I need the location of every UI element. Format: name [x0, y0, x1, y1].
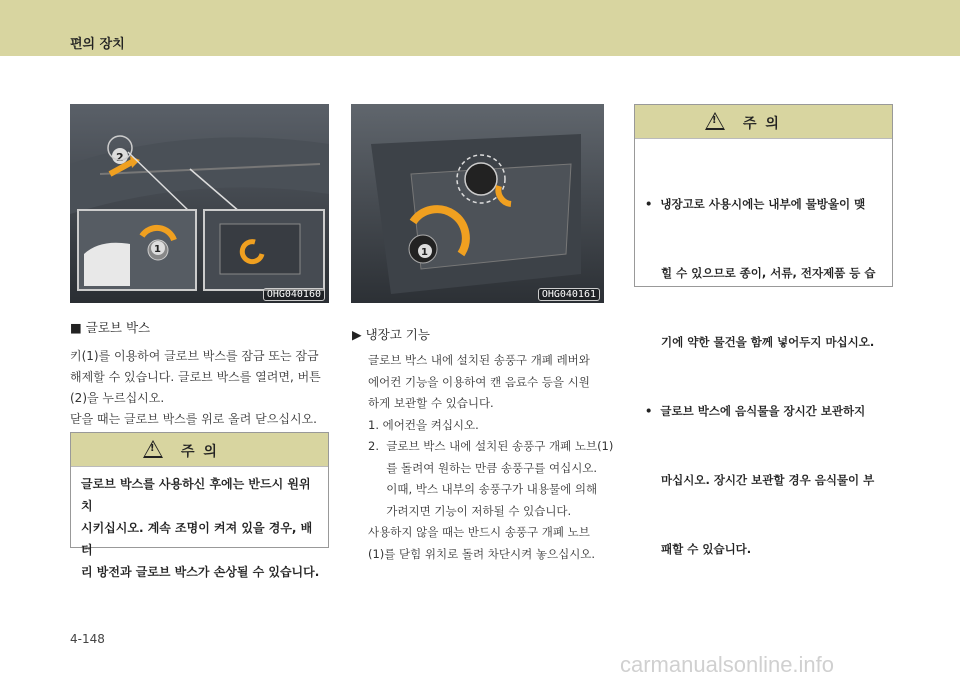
marker-2-label: 2	[116, 151, 124, 164]
glove-box-heading: ■ 글로브 박스	[70, 320, 151, 335]
glove-box-photo-1	[70, 104, 329, 303]
photo-code-2: OHG040161	[538, 288, 600, 301]
text-line: 글로브 박스 내에 설치된 송풍구 개폐 레버와	[368, 353, 590, 367]
caution-box-left	[70, 432, 329, 579]
caution-line: 리 방전과 글로브 박스가 손상될 수 있습니다.	[81, 565, 320, 579]
page-number: 4-148	[70, 632, 105, 646]
caution-line: 시키십시오. 계속 조명이 켜져 있을 경우, 배터	[81, 521, 313, 557]
caution-text	[71, 467, 328, 583]
glove-box-illustration-2	[351, 104, 604, 303]
caution-bullet-line: 패할 수 있습니다.	[645, 542, 752, 556]
text-line: (1)를 닫힘 위치로 돌려 차단시켜 놓으십시오.	[368, 546, 596, 561]
caution-label: 주 의	[181, 444, 219, 460]
text-line: 하게 보관할 수 있습니다.	[368, 396, 494, 410]
caution-header: ! 주 의	[71, 433, 328, 467]
caution-box-right	[634, 104, 893, 556]
photo-code-1: OHG040160	[263, 288, 325, 301]
watermark: carmanualsonline.info	[620, 652, 835, 677]
refrigerator-heading: ▶ 냉장고 기능	[352, 327, 430, 342]
caution-header: ! 주 의	[635, 105, 892, 139]
text-line: 에어컨 기능을 이용하여 캔 음료수 등을 시원	[368, 374, 590, 389]
caution-bullet-line: 마십시오. 장시간 보관할 경우 음식물이 부	[645, 473, 875, 487]
knob-marker-1-label: 1	[421, 247, 428, 258]
step-2: 2. 글로브 박스 내에 설치된 송풍구 개폐 노브(1)	[368, 439, 614, 453]
paragraph-line: 닫을 때는 글로브 박스를 위로 올려 닫으십시오.	[70, 412, 317, 426]
caution-bullet-line: 기에 약한 물건을 함께 넣어두지 마십시오.	[645, 335, 875, 349]
page-header	[0, 0, 960, 56]
caution-text	[635, 139, 892, 607]
glove-box-photo-2	[351, 104, 604, 303]
step-1: 1. 에어컨을 켜십시오.	[368, 417, 479, 432]
text-line: 사용하지 않을 때는 반드시 송풍구 개폐 노브	[368, 525, 590, 539]
glove-box-description	[70, 346, 332, 430]
caution-line: 글로브 박스를 사용하신 후에는 반드시 원위치	[81, 477, 311, 513]
section-header-title: 편의 장치	[70, 37, 125, 52]
marker-1-label: 1	[154, 244, 161, 255]
caution-bullet-line: • 냉장고로 사용시에는 내부에 물방울이 맺	[645, 197, 866, 211]
caution-bullet-line: • 글로브 박스에 음식물을 장시간 보관하지	[645, 404, 866, 418]
step-2-cont: 가려지면 기능이 저하될 수 있습니다.	[368, 503, 572, 518]
step-2-cont: 이때, 박스 내부의 송풍구가 내용물에 의해	[368, 482, 598, 496]
step-2-cont: 를 돌려여 원하는 만큼 송풍구를 여십시오.	[368, 460, 598, 475]
glove-box-illustration-1	[70, 104, 329, 303]
paragraph-line: (2)을 누르십시오.	[70, 391, 165, 405]
paragraph-line: 키(1)를 이용하여 글로브 박스를 잠금 또는 잠금	[70, 349, 319, 363]
refrigerator-description	[368, 350, 618, 565]
caution-label: 주 의	[743, 116, 781, 132]
caution-bullet-line: 힐 수 있으므로 종이, 서류, 전자제품 등 습	[645, 266, 876, 280]
paragraph-line: 해제할 수 있습니다. 글로브 박스를 열려면, 버튼	[70, 370, 321, 384]
